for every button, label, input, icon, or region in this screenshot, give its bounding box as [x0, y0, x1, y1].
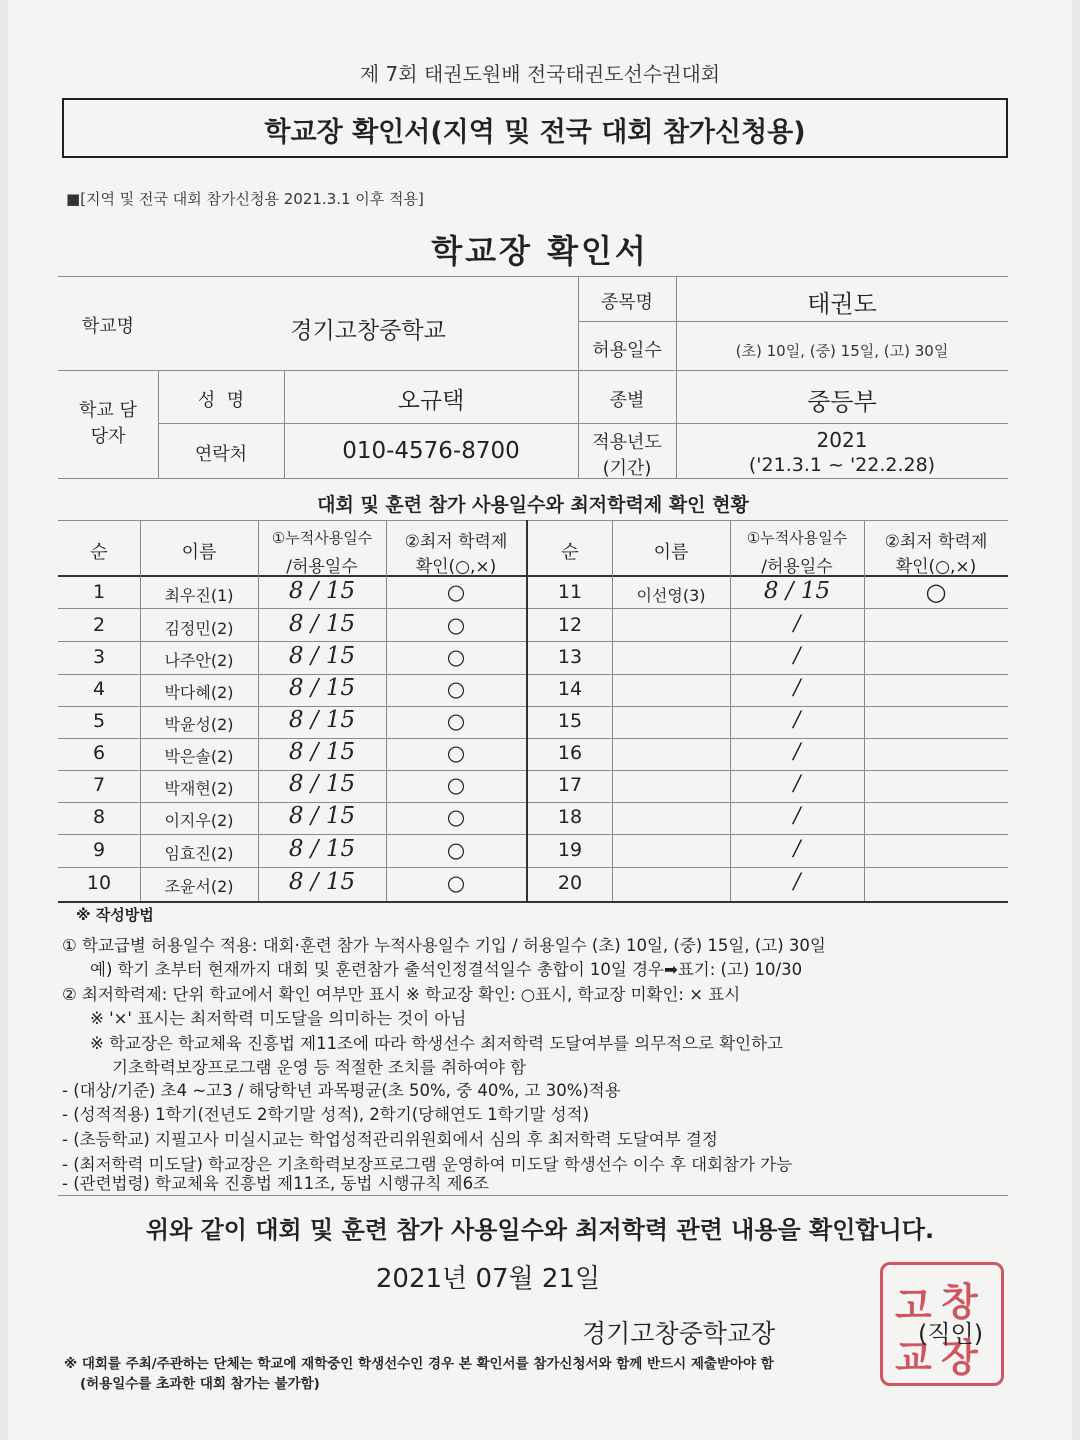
col-header-name-right: 이름	[653, 542, 689, 563]
row-name: 조윤서(2)	[164, 877, 234, 896]
row-days: 8 / 15	[288, 578, 356, 604]
name-label: 성 명	[197, 390, 245, 411]
year-value: 2021	[816, 428, 868, 452]
principal-name: 경기고창중학교장	[582, 1319, 776, 1348]
row-days: /	[793, 869, 801, 893]
row-days: /	[793, 643, 801, 667]
period-value: ('21.3.1 ~ '22.2.28)	[748, 454, 936, 476]
row-days: 8 / 15	[763, 578, 831, 604]
row-days: /	[793, 611, 801, 635]
document-page	[8, 0, 1072, 1440]
row-no: 3	[92, 646, 106, 668]
row-check: ○	[446, 805, 466, 829]
row-no: 6	[92, 742, 106, 764]
table-section-title: 대회 및 훈련 참가 사용일수와 최저학력제 확인 현황	[317, 494, 749, 516]
note-item: - (최저학력 미도달) 학교장은 기초학력보장프로그램 운영하여 미도달 학생선수 이수 후 대회참가 가능	[62, 1155, 793, 1174]
manager-label: 학교 담당자	[79, 400, 137, 447]
note-item: 기초학력보장프로그램 운영 등 적절한 조치를 취하여야 함	[112, 1058, 527, 1077]
row-days: 8 / 15	[288, 739, 356, 765]
footer-note-sub: (허용일수를 초과한 대회 참가는 불가함)	[80, 1376, 320, 1392]
row-days: /	[793, 836, 801, 860]
row-days: /	[793, 771, 801, 795]
days-value: (초) 10일, (중) 15일, (고) 30일	[735, 342, 949, 360]
school-label: 학교명	[81, 316, 135, 337]
footer-note: ※ 대회를 주최/주관하는 단체는 학교에 재학중인 학생선수인 경우 본 확인서를 참가신청서와 함께 반드시 제출받아야 함	[64, 1356, 774, 1372]
row-name: 임효진(2)	[164, 844, 234, 863]
row-name: 이지우(2)	[164, 811, 234, 830]
seal-label: (직인)	[918, 1320, 984, 1348]
row-days: 8 / 15	[288, 611, 356, 637]
row-no: 7	[92, 774, 106, 796]
row-no: 5	[92, 710, 106, 732]
row-no: 19	[557, 839, 583, 861]
row-no: 11	[557, 581, 583, 603]
confirm-date: 2021년 07월 21일	[375, 1264, 601, 1294]
row-no: 9	[92, 839, 106, 861]
note-item: ② 최저학력제: 단위 학교에서 확인 여부만 표시 ※ 학교장 확인: ○표시, 학교장 미확인: × 표시	[62, 985, 741, 1004]
col-header-academic-right: ②최저 학력제	[884, 532, 988, 552]
row-name: 이선영(3)	[636, 586, 706, 605]
contact-value: 010-4576-8700	[342, 438, 520, 464]
row-check: ○	[446, 871, 466, 895]
row-no: 12	[557, 614, 583, 636]
note-item: - (대상/기준) 초4 ~고3 / 해당학년 과목평균(초 50%, 중 40%, 고 30%)적용	[62, 1081, 621, 1100]
note-item: ※ '×' 표시는 최저학력 미도달을 의미하는 것이 아님	[90, 1009, 467, 1028]
division-label: 종별	[609, 390, 645, 411]
col-header-academic: ②최저 학력제	[404, 532, 508, 552]
sport-label: 종목명	[600, 292, 654, 313]
days-label: 허용일수	[592, 340, 662, 361]
row-check: ○	[446, 838, 466, 862]
col-header-no: 순	[90, 542, 108, 563]
row-check: ○	[446, 773, 466, 797]
row-name: 박은솔(2)	[164, 747, 234, 766]
row-check: ○	[446, 580, 466, 604]
form-title: 학교장 확인서	[431, 232, 649, 270]
row-check: ○	[446, 709, 466, 733]
col-header-days-sub: /허용일수	[286, 557, 358, 577]
row-days: /	[793, 739, 801, 763]
row-name: 최우진(1)	[164, 586, 234, 605]
row-no: 20	[557, 872, 583, 894]
row-days: 8 / 15	[288, 707, 356, 733]
col-header-days-sub-right: /허용일수	[761, 557, 833, 577]
row-check: ○	[446, 645, 466, 669]
school-seal: 고 창 교 장	[880, 1262, 1004, 1386]
row-days: 8 / 15	[288, 675, 356, 701]
contact-label: 연락처	[194, 444, 248, 465]
row-no: 14	[557, 678, 583, 700]
row-days: 8 / 15	[288, 803, 356, 829]
scope-note: ■[지역 및 전국 대회 참가신청용 2021.3.1 이후 적용]	[66, 190, 424, 208]
row-days: 8 / 15	[288, 771, 356, 797]
note-item: - (초등학교) 지필고사 미실시교는 학업성적관리위원회에서 심의 후 최저학력 도달여부 결정	[62, 1130, 718, 1149]
row-no: 13	[557, 646, 583, 668]
row-check: ○	[446, 677, 466, 701]
note-item: - (성적적용) 1학기(전년도 2학기말 성적), 2학기(당해연도 1학기말 성적)	[62, 1105, 590, 1124]
manager-name: 오규택	[397, 388, 465, 414]
col-header-days: ①누적사용일수	[271, 529, 373, 547]
note-item: - (관련법령) 학교체육 진흥법 제11조, 동법 시행규칙 제6조	[62, 1174, 489, 1193]
row-name: 박다혜(2)	[164, 683, 234, 702]
col-header-days-right: ①누적사용일수	[746, 529, 848, 547]
row-days: /	[793, 707, 801, 731]
note-item: ① 학교급별 허용일수 적용: 대회·훈련 참가 누적사용일수 기입 / 허용일수 (초) 10일, (중) 15일, (고) 30일	[62, 936, 826, 955]
note-item: 예) 학기 초부터 현재까지 대회 및 훈련참가 출석인정결석일수 총합이 10일 경우➡표기: (고) 10/30	[90, 960, 803, 979]
row-days: 8 / 15	[288, 869, 356, 895]
row-no: 17	[557, 774, 583, 796]
row-days: 8 / 15	[288, 836, 356, 862]
row-name: 나주안(2)	[164, 651, 234, 670]
row-name: 김정민(2)	[164, 619, 234, 638]
confirm-statement: 위와 같이 대회 및 훈련 참가 사용일수와 최저학력 관련 내용을 확인합니다.	[145, 1216, 935, 1244]
col-header-academic-sub-right: 확인(○,×)	[895, 557, 977, 577]
row-check: ○	[446, 741, 466, 765]
col-header-name: 이름	[181, 542, 217, 563]
boxed-title: 학교장 확인서(지역 및 전국 대회 참가신청용)	[264, 117, 806, 148]
row-no: 10	[86, 872, 112, 894]
year-label-1: 적용년도	[592, 432, 662, 453]
row-no: 18	[557, 806, 583, 828]
col-header-no-right: 순	[561, 542, 579, 563]
row-no: 4	[92, 678, 106, 700]
row-name: 박윤성(2)	[164, 715, 234, 734]
sport-value: 태권도	[807, 290, 877, 318]
row-days: /	[793, 675, 801, 699]
note-item: ※ 학교장은 학교체육 진흥법 제11조에 따라 학생선수 최저학력 도달여부를 의무적으로 확인하고	[90, 1034, 783, 1053]
row-no: 16	[557, 742, 583, 764]
row-no: 8	[92, 806, 106, 828]
school-name: 경기고창중학교	[290, 318, 446, 344]
row-name: 박재현(2)	[164, 779, 234, 798]
row-no: 15	[557, 710, 583, 732]
col-header-academic-sub: 확인(○,×)	[415, 557, 497, 577]
row-no: 2	[92, 614, 106, 636]
row-days: /	[793, 803, 801, 827]
event-title: 제 7회 태권도원배 전국태권도선수권대회	[359, 62, 721, 86]
row-no: 1	[92, 581, 106, 603]
row-check: ○	[925, 578, 947, 606]
row-days: 8 / 15	[288, 643, 356, 669]
notes-heading: ※ 작성방법	[76, 906, 154, 924]
division-value: 중등부	[807, 388, 877, 416]
row-check: ○	[446, 613, 466, 637]
year-label-2: (기간)	[602, 458, 652, 479]
